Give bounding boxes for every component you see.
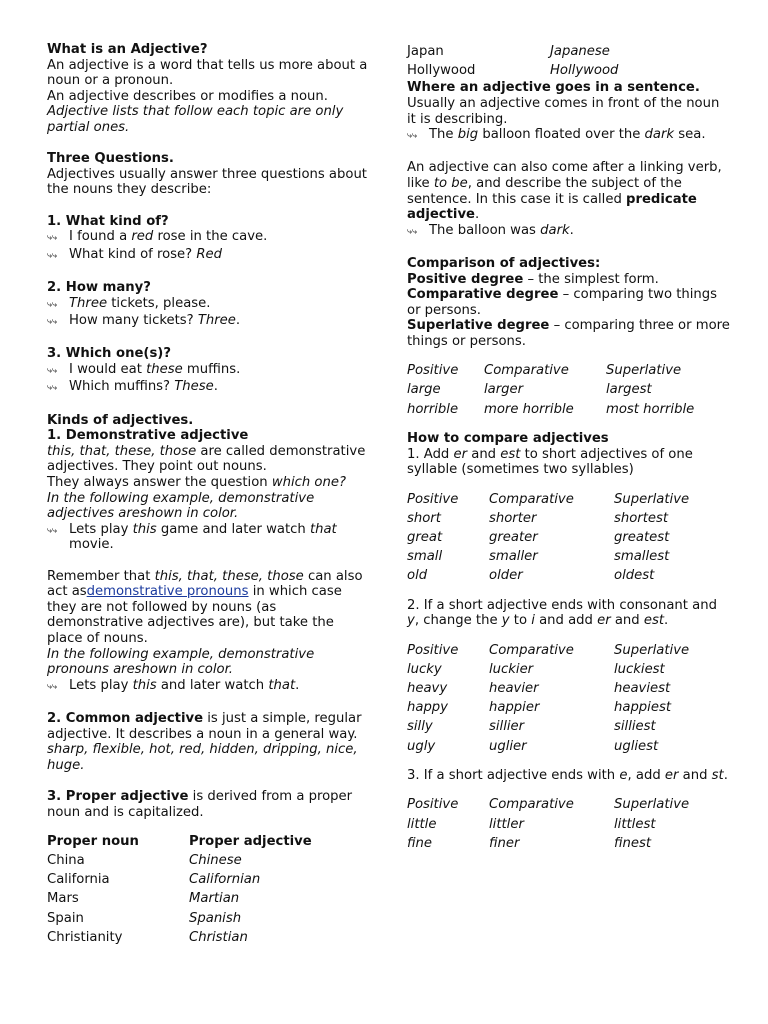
common-list: sharp, flexible, hot, red, hidden, dripping, nice, huge. [47,742,358,773]
table-row: Hollywood Hollywood [407,62,619,78]
remember-example: ⤷⤷ Lets play this and later watch that. [47,678,369,696]
what-title: What is an Adjective? [47,42,208,57]
comparative-degree: Comparative degree – comparing two things or persons. [407,287,718,318]
table-header-row: Positive Comparative Superlative [407,797,690,813]
table-row: China Chinese [47,853,242,869]
kinds-title: Kinds of adjectives. [47,412,194,428]
degree-table-4 [407,796,689,854]
table-header-row: Positive Comparative Superlative [407,642,690,658]
three-p: Adjectives usually answer three questions about the nouns they describe: [47,166,367,198]
table-row: California Californian [47,872,261,888]
example-arrow-icon: ⤷⤷ [47,383,58,394]
where-example: ⤷⤷ The big balloon floated over the dark sea. [407,127,732,145]
example-arrow-icon: ⤷⤷ [47,250,58,261]
example-arrow-icon: ⤷⤷ [47,681,58,692]
remember-p2: In the following example, demonstrative pronouns areshown in color. [47,646,315,678]
what-p2: An adjective describes or modifies a noun. [47,88,328,104]
table-row: little littler littlest [407,816,656,832]
demonstrative-pronouns-link[interactable]: demonstrative pronouns [86,584,249,600]
table-header-row: Proper noun Proper adjective [47,833,312,849]
example-arrow-icon: ⤷⤷ [47,299,58,310]
how-p2: 2. If a short adjective ends with consonant and y, change the y to i and add er and est. [407,597,717,629]
demo-example: ⤷⤷ Lets play this game and later watch that movie. [47,521,337,553]
example-arrow-icon: ⤷⤷ [47,525,58,536]
demo-p1: this, that, these, those are called demonstrative adjectives. They point out nouns. [47,443,366,475]
table-header-row: Positive Comparative Superlative [407,363,682,379]
table-row: Mars Martian [47,891,240,907]
q1-example-1: ⤷⤷ I found a red rose in the cave. [47,229,369,247]
demo-p2: They always answer the question which one? [47,475,346,491]
table-row: great greater greatest [407,529,670,545]
right-column [407,42,732,853]
comparison-title: Comparison of adjectives: [407,255,601,271]
example-arrow-icon: ⤷⤷ [47,233,58,244]
left-column [47,42,369,947]
linking-p: An adjective can also come after a linking verb, like to be, and describe the subject of the sentence. In this case it is called predicate adjective. [407,160,722,223]
table-header-row: Positive Comparative Superlative [407,491,690,507]
example-arrow-icon: ⤷⤷ [47,317,58,328]
example-arrow-icon: ⤷⤷ [407,226,418,237]
degree-table-3 [407,641,689,756]
q1-title: 1. What kind of? [47,213,169,229]
proper-table-continued [407,42,618,80]
table-row: happy happier happiest [407,700,671,716]
proper-table [47,832,312,947]
table-row: short shorter shortest [407,510,669,526]
how-title: How to compare adjectives [407,431,609,447]
q2-example-2: ⤷⤷ How many tickets? Three. [47,313,369,331]
how-p3: 3. If a short adjective ends with e, add er and st. [407,768,728,784]
degree-table-2 [407,490,689,586]
q1-example-2: ⤷⤷ What kind of rose? Red [47,247,369,265]
how-p1: 1. Add er and est to short adjectives of one syllable (sometimes two syllables) [407,446,693,478]
linking-example: ⤷⤷ The balloon was dark. [407,223,732,241]
table-row: heavy heavier heaviest [407,681,671,697]
where-title: Where an adjective goes in a sentence. [407,80,700,96]
positive-degree: Positive degree – the simplest form. [407,271,659,287]
demo-p3: In the following example, demonstrative adjectives areshown in color. [47,490,315,522]
table-row: ugly uglier ugliest [407,738,659,754]
three-title: Three Questions. [47,151,174,167]
table-row: large larger largest [407,382,652,398]
demo-title: 1. Demonstrative adjective [47,428,249,444]
what-p3: Adjective lists that follow each topic are only partial ones. [47,104,344,135]
table-row: Japan Japanese [407,43,610,59]
q2-example-1: ⤷⤷ Three tickets, please. [47,296,369,314]
q2-title: 2. How many? [47,279,151,295]
table-row: lucky luckier luckiest [407,661,665,677]
table-row: fine finer finest [407,835,652,851]
table-row: Spain Spanish [47,910,242,926]
common-p: 2. Common adjective is just a simple, regular adjective. It describes a noun in a general way. [47,710,362,742]
table-row: Christianity Christian [47,929,248,945]
table-row: small smaller smallest [407,549,670,565]
what-p1: An adjective is a word that tells us more about a noun or a pronoun. [47,57,368,89]
q3-example-2: ⤷⤷ Which muffins? These. [47,379,369,397]
q3-example-1: ⤷⤷ I would eat these muffins. [47,362,369,380]
remember-p: Remember that this, that, these, those can also act asdemonstrative pronouns in which case they are not followed by nouns (as demonstrative adjectives are), but take the place of nouns. [47,568,363,646]
proper-p: 3. Proper adjective is derived from a proper noun and is capitalized. [47,788,353,820]
table-row: horrible more horrible most horrible [407,401,695,417]
superlative-degree: Superlative degree – comparing three or more things or persons. [407,318,730,349]
table-row: old older oldest [407,568,655,584]
example-arrow-icon: ⤷⤷ [47,365,58,376]
degree-table-1 [407,361,694,419]
table-row: silly sillier silliest [407,719,656,735]
example-arrow-icon: ⤷⤷ [407,131,418,142]
where-p1: Usually an adjective comes in front of the noun it is describing. [407,95,720,127]
q3-title: 3. Which one(s)? [47,346,171,362]
